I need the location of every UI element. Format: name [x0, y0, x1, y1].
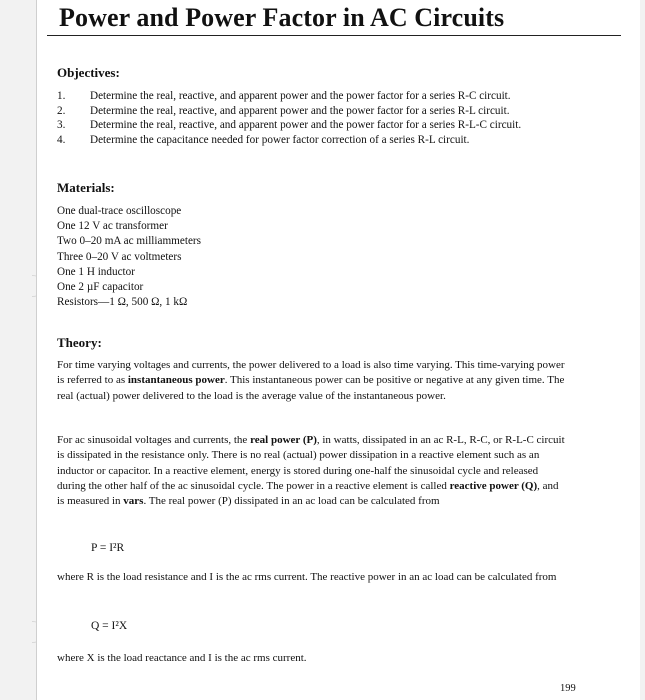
theory-text: For time varying voltages and currents, the power delivered to a load is also time varying. This time-varying power is referred to as [57, 359, 565, 387]
objective-item [57, 133, 617, 148]
materials-heading: Materials: [57, 180, 115, 195]
theory-paragraph-3: where R is the load resistance and I is the ac rms current. The reactive power in an ac load can be calculated from [57, 571, 557, 583]
objectives-heading: Objectives: [57, 65, 120, 80]
theory-text: , and is measured in [57, 479, 559, 508]
formula-real-power: P = I²R [91, 542, 125, 554]
material-item: One dual-trace oscilloscope [57, 205, 182, 217]
theory-bold-term: instantaneous power [127, 374, 225, 387]
material-item: Resistors—1 Ω, 500 Ω, 1 kΩ [57, 296, 188, 309]
theory-bold-term: vars [123, 495, 144, 508]
objectives-list [57, 89, 617, 147]
objective-item [57, 89, 617, 104]
objective-item [57, 104, 617, 119]
theory-bold-term: reactive power (Q) [449, 479, 538, 492]
objective-text: Determine the capacitance needed for power factor correction of a series R-L circuit. [90, 133, 470, 146]
theory-text: . The real power (P) dissipated in an ac load can be calculated from [143, 495, 440, 508]
theory-bold-term: real power (P) [250, 434, 317, 446]
theory-text: . This instantaneous power can be positive or negative at any given time. The real (actual) power delivered to the load is the average value of the instantaneous power. [57, 374, 565, 402]
material-item: One 12 V ac transformer [57, 220, 168, 233]
objective-text: Determine the real, reactive, and apparent power and the power factor for a series R-L circuit. [90, 104, 510, 117]
theory-text: , in watts, dissipated in an ac R-L, R-C, or R-L-C circuit is dissipated in the resistance only. There is no real (actual) power dissipation in a reactive element such as an inductor or capacitor. In a reactive element, energy is stored during one-half the sinusoidal cycle and released during the other half of the ac sinusoidal cycle. The power in a reactive element is called [57, 434, 565, 492]
objective-text: Determine the real, reactive, and apparent power and the power factor for a series R-C circuit. [90, 90, 511, 102]
materials-list [57, 204, 201, 310]
theory-heading: Theory: [57, 335, 102, 350]
material-item: One 2 µF capacitor [57, 280, 144, 293]
page-title: Power and Power Factor in AC Circuits [59, 3, 505, 32]
objective-item [57, 118, 617, 133]
material-item: Two 0–20 mA ac milliammeters [57, 235, 202, 248]
objective-text: Determine the real, reactive, and apparent power and the power factor for a series R-L-C circuit. [90, 119, 522, 132]
objective-number: 4. [57, 133, 66, 146]
page-number: 199 [560, 683, 576, 694]
formula-reactive-power: Q = I²X [91, 620, 128, 632]
objective-number: 3. [57, 119, 66, 132]
objective-number: 1. [57, 90, 66, 102]
material-item: Three 0–20 V ac voltmeters [57, 250, 182, 263]
document-page [36, 0, 640, 700]
theory-paragraph-1 [57, 358, 567, 404]
title-rule [47, 35, 621, 36]
theory-paragraph-4: where X is the load reactance and I is the ac rms current. [57, 652, 307, 664]
theory-text: For ac sinusoidal voltages and currents, the [57, 434, 251, 446]
objective-number: 2. [57, 104, 66, 117]
theory-paragraph-2 [57, 433, 567, 509]
material-item: One 1 H inductor [57, 265, 135, 278]
